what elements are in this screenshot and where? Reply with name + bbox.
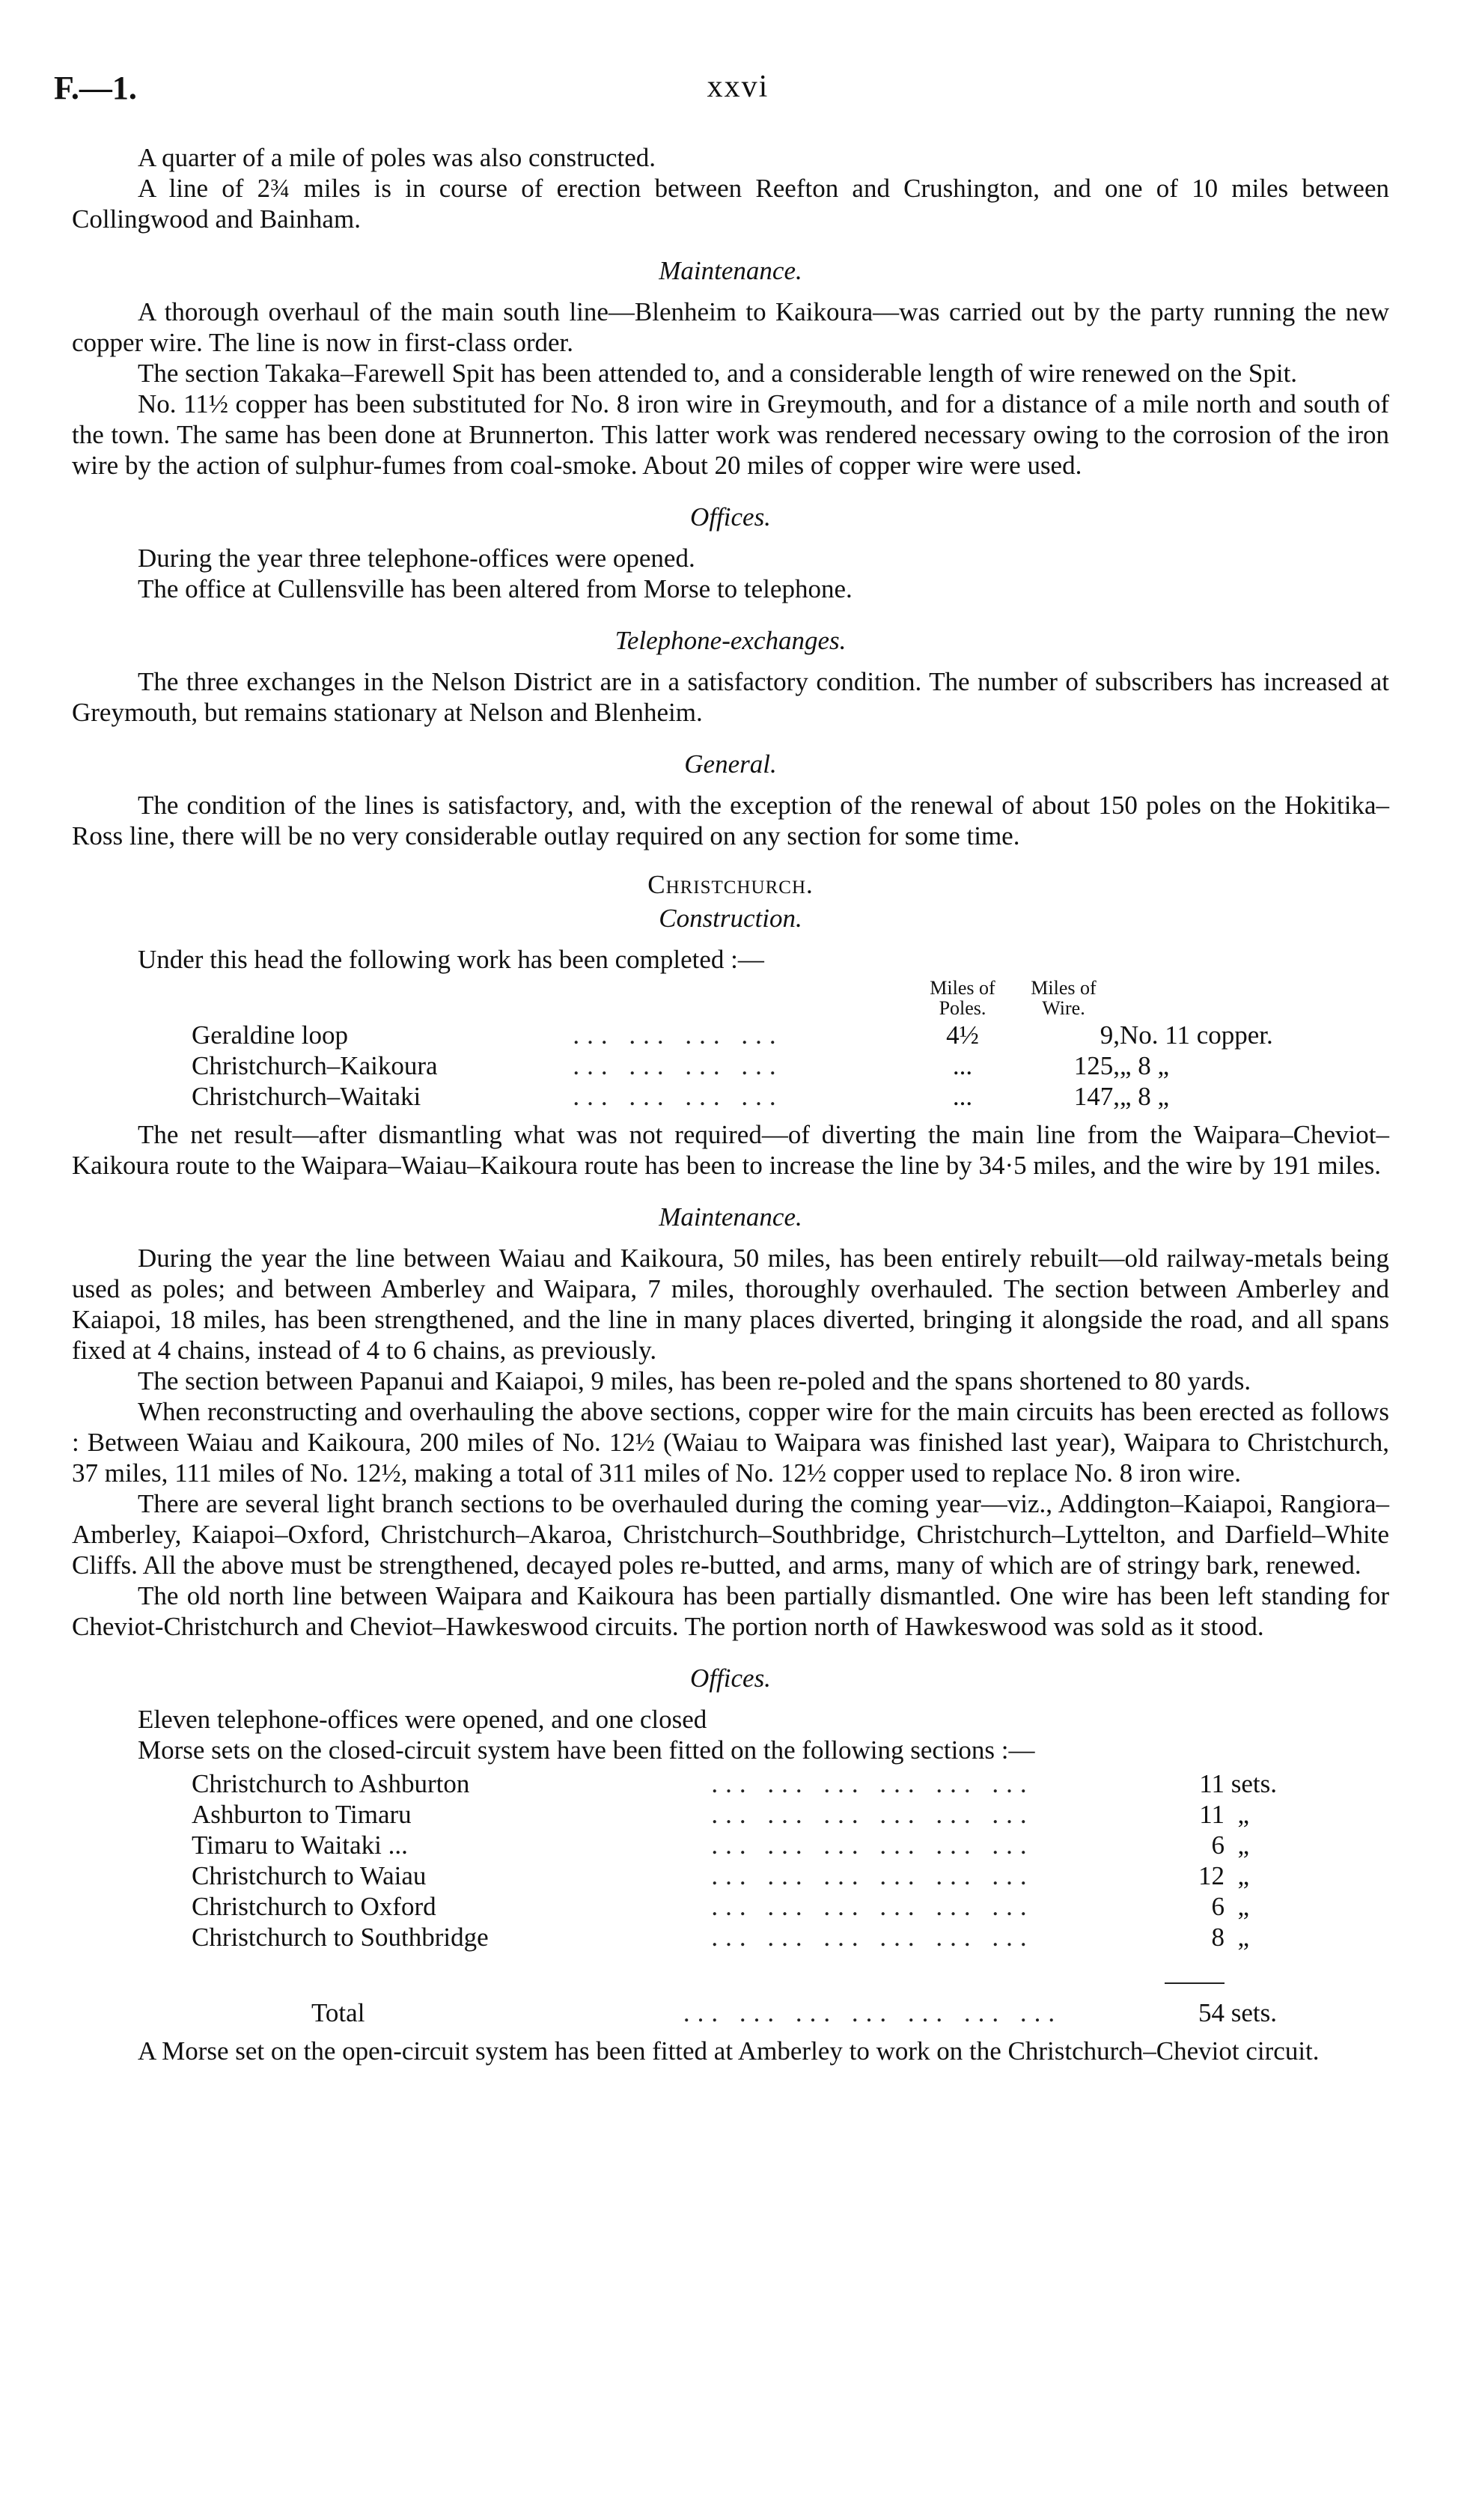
- table-row: [192, 1799, 1359, 1830]
- unit-label: sets.: [1230, 1769, 1277, 1798]
- page-number: xxvi: [707, 70, 769, 104]
- leader-dots: ... ... ... ... ... ... ...: [683, 1998, 1063, 2027]
- set-count: 6: [1211, 1892, 1225, 1921]
- line-name: Christchurch–Kaikoura: [192, 1051, 438, 1080]
- page-header: [0, 69, 1476, 121]
- set-unit: [1225, 1922, 1359, 1953]
- table-row: [192, 1050, 1359, 1081]
- leader-dots: ... ... ... ... ... ...: [711, 1861, 1034, 1890]
- leader-dots: ... ... ... ... ... ...: [711, 1769, 1034, 1798]
- paragraph: Eleven telephone-offices were opened, and one closed: [138, 1705, 707, 1734]
- paragraph: The condition of the lines is satisfactory, and, with the exception of the renewal of about 150 poles on the Hokitika–Ross line, there will be no very considerable outlay required on any section for some time.: [72, 791, 1389, 850]
- paragraph: No. 11½ copper has been substituted for No. 8 iron wire in Greymouth, and for a distance of a mile north and south of the town. The same has been done at Brunnerton. This latter work was rendered necessary owing to the corrosion of the iron wire by the action of sulphur-fumes from coal-smoke. About 20 miles of copper wire were used.: [72, 389, 1389, 480]
- miles-of-poles: ...: [952, 1082, 973, 1111]
- column-header-poles: Miles of Poles.: [930, 977, 995, 1019]
- leader-dots: ... ... ... ... ... ...: [711, 1830, 1034, 1860]
- section-name: Christchurch to Ashburton: [192, 1769, 470, 1798]
- paragraph: The section Takaka–Farewell Spit has been attended to, and a considerable length of wire renewed on the Spit.: [138, 359, 1298, 388]
- section-heading: Offices.: [690, 502, 771, 532]
- total-rule: [1165, 1953, 1225, 1983]
- leader-dots: ... ... ... ... ... ...: [711, 1800, 1034, 1829]
- unit-label: „: [1237, 1861, 1250, 1890]
- leader-dots: ... ... ... ... ... ...: [711, 1892, 1034, 1921]
- paragraph: A line of 2¾ miles is in course of erection between Reefton and Crushington, and one of 10 miles between Collingwood and Bainham.: [72, 174, 1389, 234]
- set-unit: [1225, 1768, 1359, 1799]
- section-heading: Maintenance.: [659, 1202, 802, 1232]
- set-count: 11: [1199, 1769, 1225, 1798]
- section-name: Christchurch to Oxford: [192, 1892, 436, 1921]
- unit-label: „: [1237, 1830, 1250, 1860]
- paragraph: There are several light branch sections to be overhauled during the coming year—viz., Addington–Kaiapoi, Rangiora–Amberley, Kaiapoi–Oxford, Christchurch–Akaroa, Christchurch–Southbridge, Christchurch–Lyttelton, and Darfield–White Cliffs. All the above must be strengthened, decayed poles re-butted, and arms, many of which are of stringy bark, renewed.: [72, 1489, 1389, 1580]
- section-heading: Maintenance.: [659, 256, 802, 285]
- paragraph: A quarter of a mile of poles was also constructed.: [138, 143, 656, 172]
- leader-dots: ... ... ... ...: [573, 1051, 784, 1080]
- table-header-row: [192, 978, 1359, 1020]
- table-row: [192, 1768, 1359, 1799]
- wire-description: No. 11 copper.: [1120, 1020, 1273, 1050]
- section-heading: Construction.: [659, 904, 802, 933]
- set-count: 6: [1211, 1830, 1225, 1860]
- paragraph: A Morse set on the open-circuit system has been fitted at Amberley to work on the Christchurch–Cheviot circuit.: [138, 2036, 1320, 2066]
- column-header-wire: Miles of Wire.: [1031, 977, 1097, 1019]
- set-count: 12: [1198, 1861, 1225, 1890]
- table-row: [192, 1830, 1359, 1860]
- miles-of-wire: 9,: [1100, 1020, 1120, 1050]
- set-unit: [1225, 1891, 1359, 1922]
- paragraph: The net result—after dismantling what was not required—of diverting the main line from the Waipara–Cheviot–Kaikoura route to the Waipara–Waiau–Kaikoura route has been to increase the line by 34·5 miles, and the wire by 191 miles.: [72, 1120, 1389, 1180]
- paragraph: The section between Papanui and Kaiapoi, 9 miles, has been re-poled and the spans shortened to 80 yards.: [138, 1366, 1251, 1396]
- leader-dots: ... ... ... ...: [573, 1020, 784, 1050]
- district-heading: Christchurch.: [647, 870, 814, 899]
- leader-dots: ... ... ... ... ... ...: [711, 1923, 1034, 1952]
- table-row: [192, 1860, 1359, 1891]
- paragraph: The three exchanges in the Nelson District are in a satisfactory condition. The number of subscribers has increased at Greymouth, but remains stationary at Nelson and Blenheim.: [72, 667, 1389, 727]
- section-name: Christchurch to Southbridge: [192, 1923, 489, 1952]
- miles-of-wire: 147,: [1073, 1082, 1120, 1111]
- section-name: Christchurch to Waiau: [192, 1861, 427, 1890]
- wire-description: „ 8 „: [1120, 1051, 1170, 1080]
- unit-label: „: [1237, 1923, 1250, 1952]
- miles-of-poles: ...: [952, 1051, 973, 1080]
- paragraph: During the year the line between Waiau and Kaikoura, 50 miles, has been entirely rebuilt—old railway-metals being used as poles; and between Amberley and Waipara, 7 miles, thoroughly overhauled. The section between Amberley and Kaiapoi, 18 miles, has been strengthened, and the line in many places diverted, bringing it alongside the road, and all spans fixed at 4 chains, instead of 4 to 6 chains, as previously.: [72, 1244, 1389, 1365]
- line-name: Christchurch–Waitaki: [192, 1082, 421, 1111]
- paragraph: A thorough overhaul of the main south line—Blenheim to Kaikoura—was carried out by the party running the new copper wire. The line is now in first-class order.: [72, 297, 1389, 357]
- table-row: [192, 1020, 1359, 1050]
- leader-dots: ... ... ... ...: [573, 1082, 784, 1111]
- table-row: [192, 1891, 1359, 1922]
- set-unit: [1225, 1799, 1359, 1830]
- table-row: [192, 1922, 1359, 1953]
- paragraph: Under this head the following work has been completed :—: [138, 945, 764, 974]
- paragraph: When reconstructing and overhauling the above sections, copper wire for the main circuits has been erected as follows : Between Waiau and Kaikoura, 200 miles of No. 12½ (Waiau to Waipara was finished last year), Waipara to Christchurch, 37 miles, 111 miles of No. 12½, making a total of 311 miles of No. 12½ copper used to replace No. 8 iron wire.: [72, 1397, 1389, 1488]
- paragraph: The old north line between Waipara and Kaikoura has been partially dismantled. One wire has been left standing for Cheviot-Christchurch and Cheviot–Hawkeswood circuits. The portion north of Hawkeswood was sold as it stood.: [72, 1581, 1389, 1641]
- total-count: 54: [1198, 1998, 1225, 2027]
- set-unit: [1225, 1830, 1359, 1860]
- paragraph: During the year three telephone-offices were opened.: [138, 544, 695, 573]
- unit-label: „: [1237, 1800, 1250, 1829]
- total-unit: [1225, 1983, 1359, 2028]
- total-row: [192, 1983, 1359, 2028]
- miles-of-poles: 4½: [946, 1020, 979, 1050]
- set-unit: [1225, 1860, 1359, 1891]
- section-heading: Telephone-exchanges.: [615, 626, 847, 655]
- section-name: Ashburton to Timaru: [192, 1800, 412, 1829]
- line-name: Geraldine loop: [192, 1020, 348, 1050]
- set-count: 11: [1199, 1800, 1225, 1829]
- total-label: Total: [311, 1998, 365, 2027]
- paragraph: The office at Cullensville has been altered from Morse to telephone.: [138, 574, 853, 603]
- set-count: 8: [1211, 1923, 1225, 1952]
- section-heading: General.: [684, 749, 777, 779]
- unit-label: „: [1237, 1892, 1250, 1921]
- document-reference: F.—1.: [54, 70, 137, 106]
- unit-label: sets.: [1230, 1998, 1277, 2027]
- morse-sets-table: [192, 1768, 1359, 2028]
- wire-description: „ 8 „: [1120, 1082, 1170, 1111]
- table-row: [192, 1081, 1359, 1112]
- page-body: [72, 142, 1389, 2066]
- miles-of-wire: 125,: [1073, 1051, 1120, 1080]
- total-rule-row: [192, 1953, 1359, 1983]
- section-name: Timaru to Waitaki ...: [192, 1830, 408, 1860]
- construction-table: [192, 978, 1359, 1112]
- paragraph: Morse sets on the closed-circuit system have been fitted on the following sections :—: [138, 1735, 1035, 1765]
- section-heading: Offices.: [690, 1664, 771, 1693]
